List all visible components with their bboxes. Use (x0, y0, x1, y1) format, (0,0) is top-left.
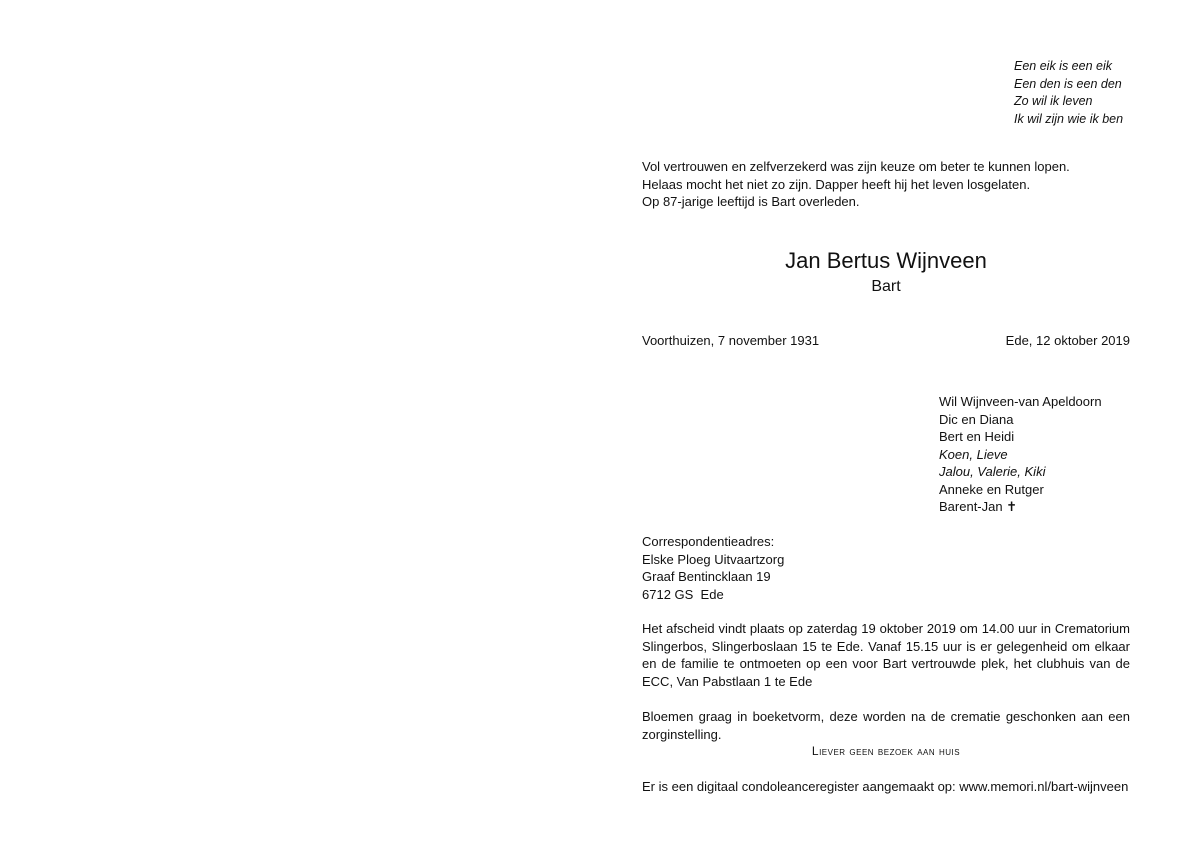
poem (1014, 58, 1123, 128)
poem-line: Ik wil zijn wie ik ben (1014, 111, 1124, 126)
address-line: Graaf Bentincklaan 19 (642, 569, 771, 584)
family-member: Dic en Diana (939, 411, 1014, 427)
intro-line: Op 87-jarige leeftijd is Bart overleden. (642, 194, 860, 209)
family-member-grandchildren: Koen, Lieve (939, 446, 1008, 462)
family-list (939, 393, 1102, 516)
death-place-date: Ede, 12 oktober 2019 (1005, 333, 1130, 348)
address-line: 6712 GS Ede (642, 586, 724, 602)
correspondence-address (642, 533, 784, 603)
intro-line: Helaas mocht het niet zo zijn. Dapper heeft hij het leven losgelaten. (642, 176, 1031, 192)
address-line: Correspondentieadres: (642, 534, 775, 549)
birth-place-date: Voorthuizen, 7 november 1931 (642, 333, 820, 348)
family-member: Barent-Jan ✝ (939, 499, 1018, 514)
poem-line: Een eik is een eik (1014, 59, 1112, 73)
family-member: Bert en Heidi (939, 429, 1015, 444)
family-member: Wil Wijnveen-van Apeldoorn (939, 394, 1102, 409)
poem-line: Een den is een den (1014, 76, 1122, 91)
deceased-nickname: Bart (871, 278, 901, 295)
deceased-full-name: Jan Bertus Wijnveen (785, 248, 987, 273)
intro-line: Vol vertrouwen en zelfverzekerd was zijn keuze om beter te kunnen lopen. (642, 159, 1070, 174)
intro-text (642, 158, 1070, 211)
no-visit-notice: Liever geen bezoek aan huis (811, 744, 961, 758)
address-line: Elske Ploeg Uitvaartzorg (642, 551, 785, 567)
farewell-paragraph: Het afscheid vindt plaats op zaterdag 19 oktober 2019 om 14.00 uur in Crematorium Slingerbos, Slingerboslaan 15 te Ede. Vanaf 15.15 uur is er gelegenheid om elkaar en de familie te ontmoeten op een voor Bart vertrouwde plek, het clubhuis van de ECC, Van Pabstlaan 1 te Ede (642, 621, 1130, 689)
family-member: Anneke en Rutger (939, 481, 1044, 497)
flowers-paragraph: Bloemen graag in boeketvorm, deze worden na de crematie geschonken aan een zorginstelling. (642, 709, 1130, 742)
family-member-grandchildren: Jalou, Valerie, Kiki (939, 464, 1046, 479)
condolence-register: Er is een digitaal condoleanceregister aangemaakt op: www.memori.nl/bart-wijnveen (642, 779, 1129, 794)
poem-line: Zo wil ik leven (1014, 94, 1093, 108)
